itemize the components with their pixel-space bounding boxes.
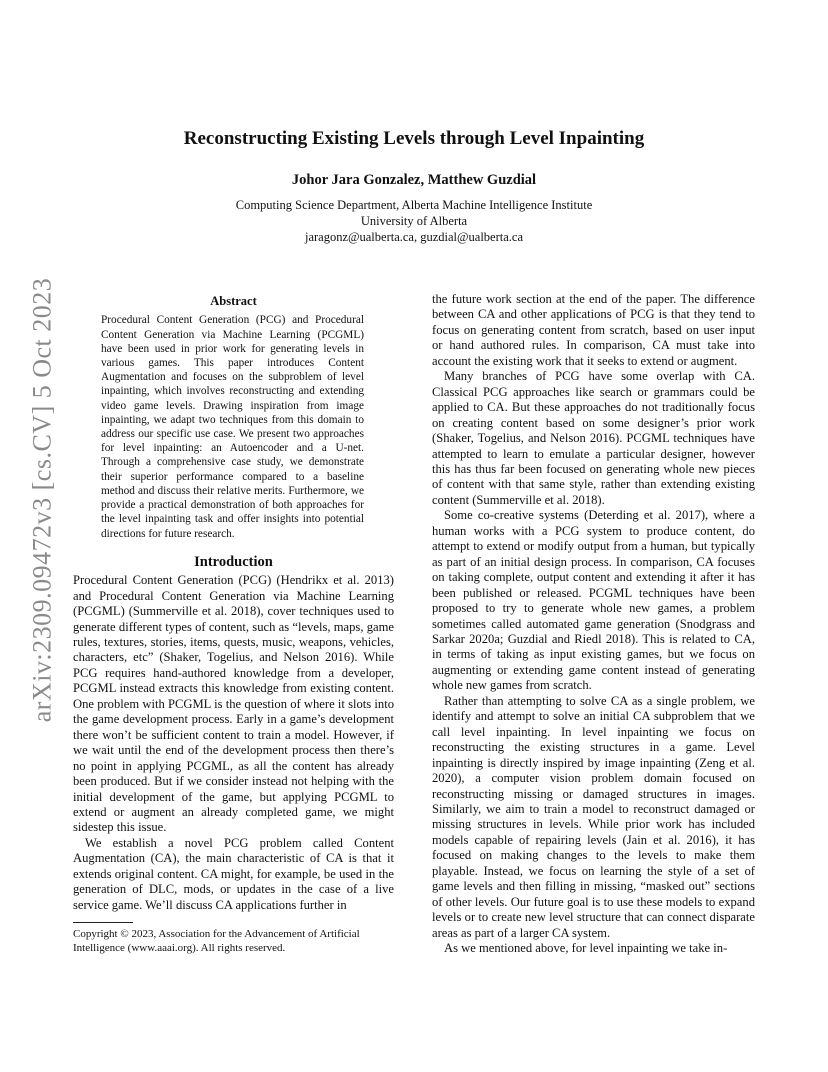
paper-title: Reconstructing Existing Levels through Level Inpainting xyxy=(183,128,645,149)
right-paragraph-1: the future work section at the end of the paper. The difference between CA and other applications of PCG is that they tend to focus on generating content from scratch, based on user input or hand authored rules. In comparison, CA must take into account the existing work that it seeks to extend or augment. xyxy=(432,292,755,368)
right-column xyxy=(432,292,755,956)
left-column xyxy=(73,294,394,913)
paper-authors: Johor Jara Gonzalez, Matthew Guzdial xyxy=(291,172,537,188)
right-paragraph-3: Some co-creative systems (Deterding et al. 2017), where a human works with a PCG system to produce content, do attempt to extend or modify output from a human, but typically as part of an initial design process. In comparison, CA focuses on taking complete, output content and extending it after it has been published or released. PCGML techniques have been proposed to try to generate whole new games, a problem sometimes called automated game generation (Snodgrass and Sarkar 2020a; Guzdial and Riedl 2018). This is related to CA, in terms of taking as input existing games, but we focus on augmenting or extending game content instead of generating whole new games from scratch. xyxy=(432,508,755,693)
footnote-text: Copyright © 2023, Association for the Advancement of Artificial Intelligence (www.aaai.org). All rights reserved. xyxy=(73,928,360,954)
arxiv-id-text: arXiv:2309.09472v3 [cs.CV] 5 Oct 2023 xyxy=(27,277,56,723)
intro-paragraph-2: We establish a novel PCG problem called Content Augmentation (CA), the main characteristic of CA is that it extends original content. CA might, for example, be used in the generation of DLC, mods, or updates in the case of a live service game. We’ll discuss CA applications further in xyxy=(73,835,394,912)
affiliation-department: Computing Science Department, Alberta Machine Intelligence Institute xyxy=(235,198,593,212)
right-paragraph-2: Many branches of PCG have some overlap with CA. Classical PCG approaches like search or grammars could be applied to CA. But these approaches do not traditionally focus on creating content based on some designer’s prior work (Shaker, Togelius, and Nelson 2016). PCGML techniques have attempted to learn to emulate a particular designer, however this has thus far been focused on generating whole new pieces of content with that same style, rather than extending existing content (Summerville et al. 2018). xyxy=(432,369,755,507)
introduction-heading: Introduction xyxy=(194,553,273,570)
affiliation-emails: jaragonz@ualberta.ca, guzdial@ualberta.ca xyxy=(304,230,524,244)
right-paragraph-5: As we mentioned above, for level inpainting we take in- xyxy=(444,941,728,956)
copyright-footnote xyxy=(73,922,394,955)
abstract-heading: Abstract xyxy=(210,294,257,308)
right-paragraph-4: Rather than attempting to solve CA as a single problem, we identify and attempt to solve an initial CA subproblem that we call level inpainting. In level inpainting we focus on reconstructing the existing structures in a game. Level inpainting is directly inspired by image inpainting (Zeng et al. 2020), a computer vision problem domain focused on reconstructing missing or damaged structures in images. Similarly, we aim to train a model to reconstruct damaged or missing structures in levels. While prior work has included models capable of repairing levels (Jain et al. 2016), it has focused on making changes to the levels to make them playable. Instead, we focus on learning the style of a set of game levels and then filling in missing, “masked out” sections of other levels. Our future goal is to use these models to expand levels or to create new level structure that can connect disparate areas as part of a larger CA system. xyxy=(432,693,755,940)
author-affiliation xyxy=(74,197,754,245)
abstract-text: Procedural Content Generation (PCG) and Procedural Content Generation via Machine Learning (PCGML) have been used in prior work for generating levels in various games. This paper introduces Content Augmentation and focuses on the subproblem of level inpainting, which involves reconstructing and extending video game levels. Drawing inspiration from image inpainting, we adapt two techniques from this domain to address our specific use case. We present two approaches for level inpainting: an Autoencoder and a U-net. Through a comprehensive case study, we demonstrate their superior performance compared to a baseline method and discuss their relative merits. Furthermore, we provide a practical demonstration of both approaches for the level inpainting task and offer insights into potential directions for future research. xyxy=(101,314,364,540)
intro-paragraph-1: Procedural Content Generation (PCG) (Hendrikx et al. 2013) and Procedural Content Generation via Machine Learning (PCGML) (Summerville et al. 2018), cover techniques used to generate different types of content, such as “levels, maps, game rules, textures, stories, items, quests, music, weapons, vehicles, characters, etc” (Shaker, Togelius, and Nelson 2016). While PCG requires hand-authored knowledge from a developer, PCGML instead extracts this knowledge from existing content. One problem with PCGML is the question of where it slots into the game development process. Early in a game’s development there won’t be sufficient content to train a model. However, if we wait until the end of the development process then there’s no point in applying PCGML, as all the content has already been produced. But if we consider instead not helping with the initial development of the game, but applying PCGML to extend or augment an already completed game, we might sidestep this issue. xyxy=(73,573,394,835)
footnote-rule xyxy=(73,922,133,923)
arxiv-margin-identifier xyxy=(22,277,62,723)
affiliation-university: University of Alberta xyxy=(360,214,468,228)
